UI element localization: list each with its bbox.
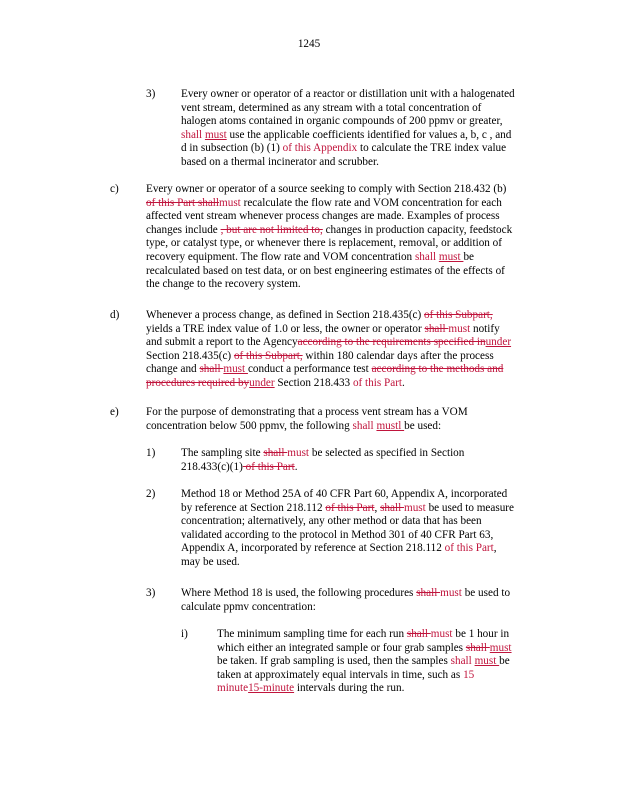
inserted-text: must (223, 363, 248, 376)
deleted-text: shall (416, 587, 441, 599)
inserted-text: under (249, 376, 275, 389)
text-run: calculate ppmv concentration: (181, 600, 316, 613)
text-line (181, 447, 464, 461)
inserted-text: of this Part (352, 376, 403, 389)
inserted-text: 15 (463, 668, 475, 681)
inserted-text: must (219, 196, 241, 209)
deleted-text: of this Part (325, 501, 375, 514)
text-run: be used: (404, 419, 442, 432)
text-run: taken at approximately equal intervals in time, such as (217, 668, 464, 681)
inserted-text: must (440, 587, 462, 599)
text-run: Appendix A, incorporated by reference at Section 218.112 (181, 542, 445, 555)
item-label: d) (110, 309, 120, 321)
text-run: concentration below 500 ppmv, the following (146, 419, 353, 432)
deleted-text: shall (263, 447, 288, 459)
text-run: conduct a performance test (247, 363, 372, 376)
text-run: For the purpose of demonstrating that a process vent stream has a VOM (146, 406, 468, 418)
text-line (181, 129, 515, 143)
text-run: d in subsection (b) (1) (181, 142, 283, 155)
text-run: , (374, 501, 381, 514)
deleted-text: of this Part shall (146, 196, 220, 209)
text-line (181, 556, 514, 570)
page-number: 1245 (297, 38, 321, 50)
text-run: The sampling site (181, 447, 264, 459)
deleted-text: , but are not limited to, (220, 223, 323, 236)
text-line (146, 237, 512, 251)
text-line (146, 210, 512, 224)
text-run: change and (146, 363, 200, 376)
text-run: recalculated based on test data, or on best engineering estimates of the effects of (146, 264, 505, 277)
text-run: Section 218.433 (274, 376, 353, 389)
text-run: be (499, 655, 510, 668)
item-text (146, 183, 512, 292)
text-line (146, 309, 511, 323)
inserted-text: minute (217, 682, 249, 695)
text-line (146, 251, 512, 265)
inserted-text: shall (414, 250, 437, 263)
deleted-text: according to the methods and (371, 363, 504, 376)
text-run: be taken. If grab sampling is used, then the samples (217, 655, 451, 668)
text-run: , (493, 542, 497, 555)
text-line (146, 183, 512, 197)
text-run: Where Method 18 is used, the following procedures (181, 587, 417, 599)
inserted-text: mustl (376, 419, 405, 432)
item-label: 3) (146, 587, 156, 599)
text-run: be (463, 250, 474, 263)
text-line (217, 642, 512, 656)
text-line (181, 601, 510, 615)
text-run: changes in production capacity, feedstock (322, 223, 513, 236)
text-line (146, 406, 468, 420)
item-label: e) (110, 406, 119, 418)
text-line (146, 323, 511, 337)
text-run: recovery equipment. The flow rate and VOM concentration (146, 250, 415, 263)
item-label: 2) (146, 488, 156, 500)
text-run: intervals during the run. (294, 682, 405, 695)
inserted-text: must (430, 628, 453, 640)
inserted-text: must (474, 655, 500, 668)
inserted-text: shall (181, 128, 203, 141)
text-run: type, or catalyst type, or whenever there is replacement, removal, or addition of (146, 237, 503, 250)
inserted-text: of this Part (444, 542, 494, 555)
inserted-text: must (489, 641, 512, 654)
item-text (146, 309, 511, 391)
text-run: the change to the recovery system. (146, 278, 301, 291)
item-text (181, 587, 510, 614)
text-run: be used to measure (425, 501, 514, 514)
text-run: be selected as specified in Section (309, 447, 465, 459)
text-line (181, 542, 514, 556)
deleted-text: procedures required by (146, 376, 250, 389)
text-line (146, 350, 511, 364)
text-line (146, 197, 512, 211)
item-label: 1) (146, 447, 156, 459)
text-run: within 180 calendar days after the process (302, 349, 494, 362)
text-run: be used to (461, 587, 511, 599)
item-text (146, 406, 468, 433)
text-run: Whenever a process change, as defined in Section 218.435(c) (146, 309, 425, 321)
inserted-text: of this Appendix (282, 142, 358, 155)
inserted-text: must (404, 501, 426, 514)
text-run: Every owner or operator of a source seeking to comply with Section 218.432 (b) (146, 183, 507, 195)
deleted-text: of this Subpart, (233, 349, 303, 362)
item-text (181, 447, 464, 474)
deleted-text: according to the requirements specified in (297, 336, 486, 349)
text-run: be 1 hour in (452, 628, 510, 640)
text-run: by reference at Section 218.112 (181, 501, 326, 514)
item-text (217, 628, 512, 696)
text-line (146, 278, 512, 292)
text-run: . (402, 376, 405, 389)
text-line (181, 515, 514, 529)
text-run: Method 18 or Method 25A of 40 CFR Part 60, Appendix A, incorporated (181, 488, 508, 500)
text-run: to calculate the TRE index value (357, 142, 507, 155)
text-run: changes include (146, 223, 221, 236)
text-run: based on a thermal incinerator and scrubber. (181, 155, 379, 168)
text-line (181, 488, 514, 502)
inserted-text: shall (352, 419, 374, 432)
text-line (146, 224, 512, 238)
item-label: 3) (146, 88, 156, 100)
text-run: affected vent stream whenever process changes are made. Examples of process (146, 210, 500, 223)
text-run: halogen atoms contained in organic compounds of 200 ppmv or greater, (181, 115, 503, 128)
text-run: may be used. (181, 555, 240, 568)
deleted-text: shall (199, 363, 224, 376)
inserted-text: under (485, 336, 512, 349)
deleted-text: shall (424, 322, 449, 335)
inserted-text: must (204, 128, 227, 141)
text-run: notify (470, 322, 500, 335)
text-run: Every owner or operator of a reactor or distillation unit with a halogenated (181, 88, 515, 100)
deleted-text: of this Part (242, 460, 295, 473)
text-line (146, 265, 512, 279)
text-run: use the applicable coefficients identified for values a, b, c , and (226, 128, 512, 141)
item-text (181, 88, 515, 170)
text-line (217, 655, 512, 669)
text-line (181, 502, 514, 516)
inserted-text: must (287, 447, 310, 459)
text-run: yields a TRE index value of 1.0 or less, the owner or operator (146, 322, 425, 335)
inserted-text: shall (450, 655, 472, 668)
deleted-text: shall (380, 501, 404, 514)
text-line (217, 628, 512, 642)
text-line (181, 587, 510, 601)
text-line (181, 88, 515, 102)
inserted-text: 15-minute (248, 682, 295, 695)
text-run: recalculate the flow rate and VOM concentration for each (240, 196, 502, 209)
deleted-text: shall (465, 641, 490, 654)
item-text (181, 488, 514, 570)
text-line (146, 377, 511, 391)
text-run: concentration; alternatively, any other method or data that has been (181, 515, 482, 528)
text-line (181, 102, 515, 116)
inserted-text: must (438, 250, 464, 263)
text-run: Section 218.435(c) (146, 349, 234, 362)
text-run: 218.433(c)(1) (181, 460, 243, 473)
deleted-text: shall (406, 628, 431, 640)
item-label: c) (110, 183, 119, 195)
text-line (146, 420, 468, 434)
text-line (181, 461, 464, 475)
text-line (146, 336, 511, 350)
text-run: validated according to the protocol in Method 301 of 40 CFR Part 63, (181, 528, 494, 541)
text-run: and submit a report to the Agency (146, 336, 298, 349)
text-line (181, 115, 515, 129)
text-line (181, 142, 515, 156)
text-line (217, 682, 512, 696)
text-line (146, 363, 511, 377)
text-run: . (294, 460, 298, 473)
text-run: which either an integrated sample or four grab samples (217, 641, 466, 654)
text-run: vent stream, determined as any stream with a total concentration of (181, 101, 482, 114)
text-line (181, 156, 515, 170)
text-line (217, 669, 512, 683)
text-run: The minimum sampling time for each run (217, 628, 407, 640)
item-label: i) (181, 628, 188, 640)
text-line (181, 529, 514, 543)
deleted-text: of this Subpart, (424, 309, 493, 321)
inserted-text: must (448, 322, 471, 335)
